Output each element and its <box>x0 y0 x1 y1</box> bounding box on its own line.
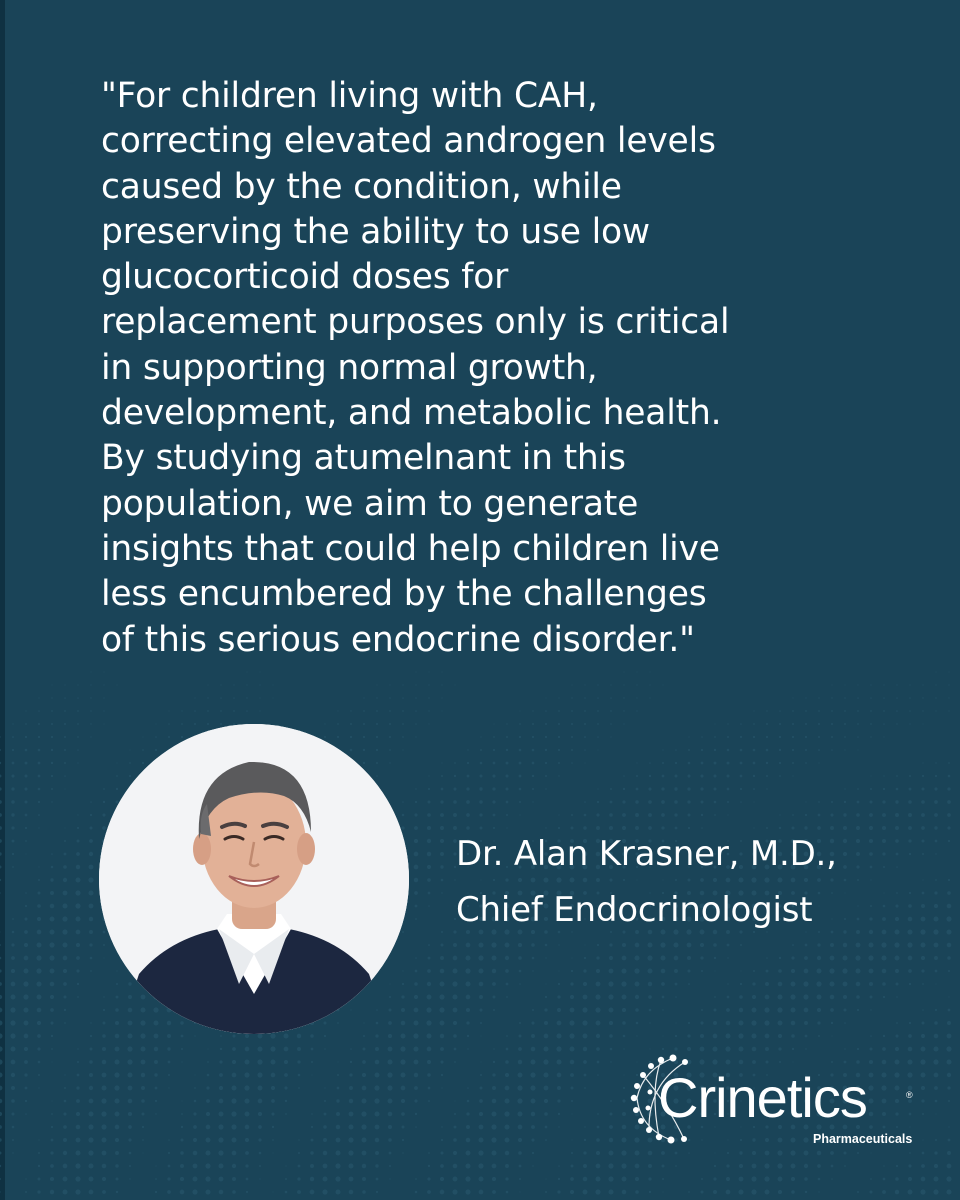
attribution-title: Chief Endocrinologist <box>456 890 813 930</box>
portrait-illustration <box>99 724 409 1034</box>
company-logo <box>628 1050 928 1150</box>
logo-wordmark: Crinetics <box>658 1066 867 1129</box>
quote-text: "For children living with CAH, correcting elevated androgen levels caused by the condition, while preserving the ability to use low glucocorticoid doses for replacement purposes only is critical in supporting normal growth, development, and metabolic health. By studying atumelnant in this population, we aim to generate insights that could help children live less encumbered by the challenges of this serious endocrine disorder." <box>101 76 730 660</box>
attribution-name: Dr. Alan Krasner, M.D., <box>456 834 837 874</box>
portrait-photo <box>99 724 409 1034</box>
logo-subtitle: Pharmaceuticals <box>813 1132 913 1146</box>
attribution <box>456 826 837 938</box>
registered-mark: ® <box>906 1090 913 1100</box>
